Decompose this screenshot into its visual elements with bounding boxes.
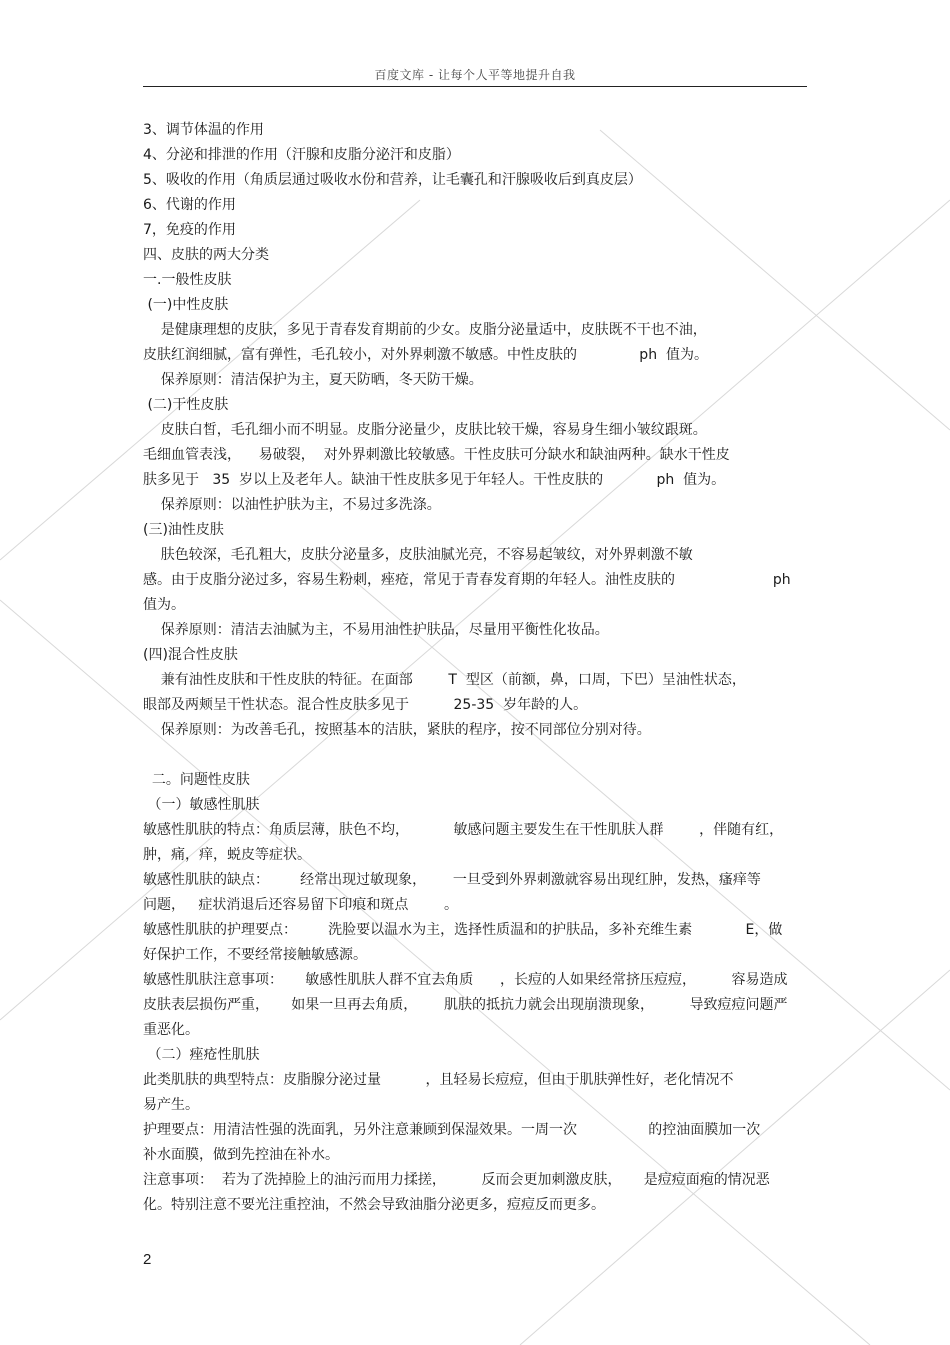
text-line: 护理要点：用清洁性强的洗面乳，另外注意兼顾到保湿效果。一周一次 的控油面膜加一次 (143, 1122, 761, 1138)
text-line: 补水面膜，做到先控油在补水。 (143, 1147, 339, 1163)
header-divider (143, 86, 807, 87)
text-line: 敏感性肌肤的缺点： 经常出现过敏现象， 一旦受到外界刺激就容易出现红肿，发热，瘙痒等 (143, 872, 761, 888)
text-line: (三)油性皮肤 (143, 522, 224, 538)
text-line: 四、皮肤的两大分类 (143, 247, 269, 263)
text-line: 肿，痛，痒，蜕皮等症状。 (143, 847, 311, 863)
text-line: 重恶化。 (143, 1022, 199, 1038)
text-line: 是健康理想的皮肤，多见于青春发育期前的少女。皮脂分泌量适中，皮肤既不干也不油， (143, 322, 707, 338)
text-line: 二。问题性皮肤 (143, 772, 250, 788)
text-line: 化。特别注意不要光注重控油，不然会导致油脂分泌更多，痘痘反而更多。 (143, 1197, 605, 1213)
page-number: 2 (143, 1251, 152, 1268)
text-line: 注意事项： 若为了洗掉脸上的油污而用力揉搓， 反而会更加刺激皮肤， 是痘痘面疱的情况恶 (143, 1172, 770, 1188)
page-header: 百度文库 - 让每个人平等地提升自我 (374, 68, 576, 82)
text-line: 肤色较深，毛孔粗大，皮肤分泌量多，皮肤油腻光亮，不容易起皱纹，对外界刺激不敏 (143, 547, 693, 563)
text-line: 易产生。 (143, 1097, 199, 1113)
text-line: 值为。 (143, 597, 185, 613)
text-line: 一.一般性皮肤 (143, 272, 232, 288)
text-line: 敏感性肌肤注意事项： 敏感性肌肤人群不宜去角质 ，长痘的人如果经常挤压痘痘， 容易造成 (143, 972, 788, 988)
text-line: 皮肤白皙，毛孔细小而不明显。皮脂分泌量少，皮肤比较干燥，容易身生细小皱纹跟斑。 (143, 422, 707, 438)
text-line: (四)混合性皮肤 (143, 647, 238, 663)
text-line: 保养原则：以油性护肤为主，不易过多洗涤。 (143, 497, 441, 513)
text-line: 7，免疫的作用 (143, 222, 236, 238)
text-line: 6、代谢的作用 (143, 197, 236, 213)
text-line: 保养原则：为改善毛孔，按照基本的洁肤，紧肤的程序，按不同部位分别对待。 (143, 722, 651, 738)
text-line: 此类肌肤的典型特点：皮脂腺分泌过量 ，且轻易长痘痘，但由于肌肤弹性好，老化情况不 (143, 1072, 734, 1088)
text-line: 问题， 症状消退后还容易留下印痕和斑点 。 (143, 897, 458, 913)
text-line: 3、调节体温的作用 (143, 122, 264, 138)
text-line: 感。由于皮脂分泌过多，容易生粉刺，痤疮，常见于青春发育期的年轻人。油性皮肤的 ph (143, 572, 791, 588)
text-line: 毛细血管表浅， 易破裂， 对外界刺激比较敏感。干性皮肤可分缺水和缺油两种。缺水干性皮 (143, 447, 730, 463)
text-line: 肤多见于 35 岁以上及老年人。缺油干性皮肤多见于年轻人。干性皮肤的 ph 值为。 (143, 472, 726, 488)
text-line: 4、分泌和排泄的作用（汗腺和皮脂分泌汗和皮脂） (143, 147, 460, 163)
text-line: 兼有油性皮肤和干性皮肤的特征。在面部 T 型区（前额，鼻，口周，下巴）呈油性状态， (143, 672, 746, 688)
text-line: 敏感性肌肤的特点：角质层薄，肤色不均， 敏感问题主要发生在干性肌肤人群 ，伴随有红， (143, 822, 784, 838)
text-line: （二）痤疮性肌肤 (143, 1047, 260, 1063)
text-line: 好保护工作，不要经常接触敏感源。 (143, 947, 367, 963)
text-line: 5、吸收的作用（角质层通过吸收水份和营养，让毛囊孔和汗腺吸收后到真皮层） (143, 172, 642, 188)
text-line: (二)干性皮肤 (143, 397, 229, 413)
text-line: 保养原则：清洁保护为主，夏天防晒，冬天防干燥。 (143, 372, 483, 388)
text-line: 眼部及两颊呈干性状态。混合性皮肤多见于 25-35 岁年龄的人。 (143, 697, 588, 713)
text-line: (一)中性皮肤 (143, 297, 229, 313)
text-line: （一）敏感性肌肤 (143, 797, 260, 813)
text-line: 敏感性肌肤的护理要点： 洗脸要以温水为主，选择性质温和的护肤品，多补充维生素 E，做 (143, 922, 783, 938)
text-line: 保养原则：清洁去油腻为主，不易用油性护肤品，尽量用平衡性化妆品。 (143, 622, 609, 638)
text-line: 皮肤红润细腻，富有弹性，毛孔较小，对外界刺激不敏感。中性皮肤的 ph 值为。 (143, 347, 708, 363)
text-line: 皮肤表层损伤严重， 如果一旦再去角质， 肌肤的抵抗力就会出现崩溃现象， 导致痘痘问题严 (143, 997, 788, 1013)
